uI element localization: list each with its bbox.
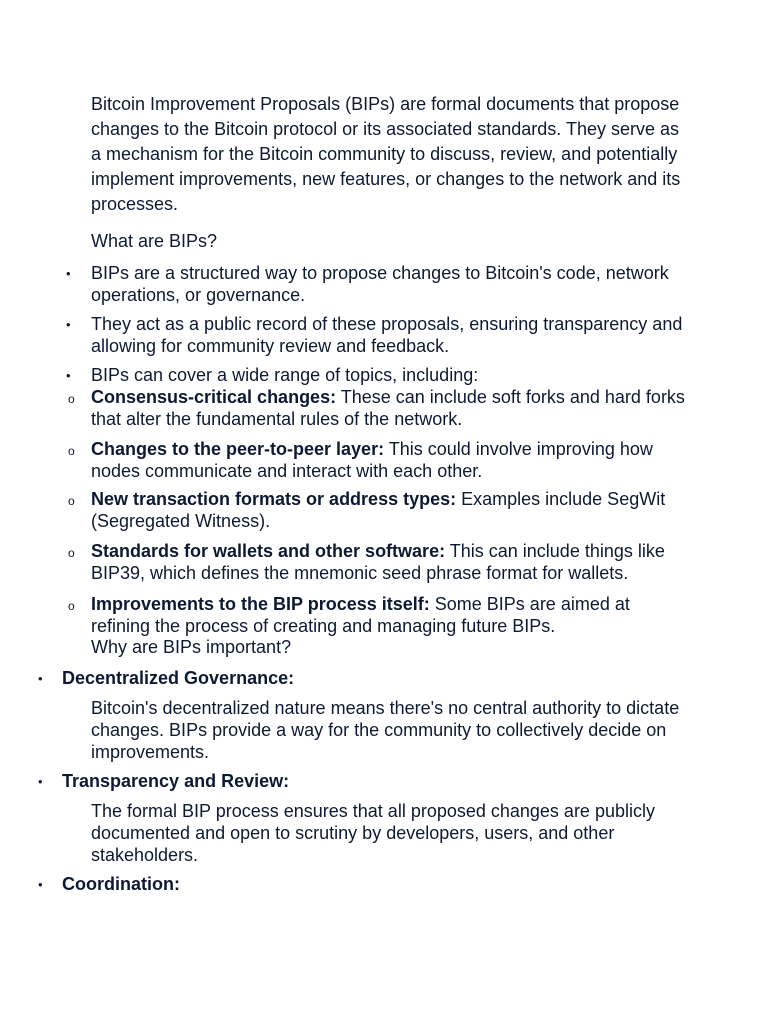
bullet-icon: • [38, 671, 43, 686]
list-item: BIPs can cover a wide range of topics, including: [91, 365, 479, 385]
topic-title: Changes to the peer-to-peer layer: [91, 439, 385, 459]
topic-text: This can include things like BIP39, which defines the mnemonic seed phrase format for wallets. [91, 541, 665, 583]
intro-paragraph: Bitcoin Improvement Proposals (BIPs) are formal documents that propose changes to the Bitcoin protocol or its associated standards. They serve as a mechanism for the Bitcoin community to discuss, review, and potentially implement improvements, new features, or changes to the network and its processes. [91, 94, 681, 214]
topic-text: Some BIPs are aimed at refining the process of creating and managing future BIPs. [91, 594, 630, 636]
sub-bullet-icon: o [68, 392, 75, 406]
bullet-icon: • [66, 266, 71, 281]
why-item-title: Decentralized Governance: [62, 668, 295, 688]
topic-title: Consensus-critical changes: [91, 387, 337, 407]
topic-title: Standards for wallets and other software: [91, 541, 446, 561]
topic-text: These can include soft forks and hard forks that alter the fundamental rules of the network. [91, 387, 685, 429]
topic-item [91, 386, 691, 430]
why-are-bips-heading: Why are BIPs important? [91, 637, 292, 657]
bullet-icon: • [38, 774, 43, 789]
sub-bullet-icon: o [68, 599, 75, 613]
sub-bullet-icon: o [68, 444, 75, 458]
topic-item [91, 488, 691, 532]
topic-text: Examples include SegWit (Segregated Witness). [91, 489, 666, 531]
what-are-bips-heading: What are BIPs? [91, 231, 218, 251]
topic-item [91, 438, 691, 482]
list-item: BIPs are a structured way to propose changes to Bitcoin's code, network operations, or governance. [91, 263, 669, 305]
bullet-icon: • [66, 317, 71, 332]
why-item-desc: The formal BIP process ensures that all proposed changes are publicly documented and open to scrutiny by developers, users, and other stakeholders. [91, 801, 655, 865]
topic-item [91, 593, 691, 637]
why-item-title: Transparency and Review: [62, 771, 290, 791]
bullet-icon: • [38, 877, 43, 892]
sub-bullet-icon: o [68, 494, 75, 508]
why-item-desc: Bitcoin's decentralized nature means there's no central authority to dictate changes. BIPs provide a way for the community to collectively decide on improvements. [91, 698, 680, 762]
list-item: They act as a public record of these proposals, ensuring transparency and allowing for community review and feedback. [91, 314, 683, 356]
topic-title: New transaction formats or address types: [91, 489, 457, 509]
why-item-title: Coordination: [62, 874, 180, 894]
topic-item [91, 540, 691, 584]
topic-title: Improvements to the BIP process itself: [91, 594, 430, 614]
topic-text: This could involve improving how nodes communicate and interact with each other. [91, 439, 653, 481]
sub-bullet-icon: o [68, 546, 75, 560]
bullet-icon: • [66, 368, 71, 383]
